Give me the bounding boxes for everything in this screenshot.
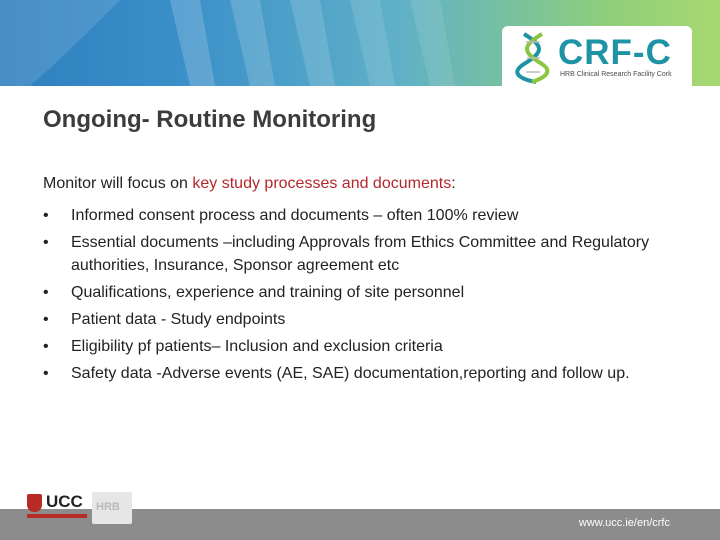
list-item xyxy=(43,335,693,358)
list-item xyxy=(43,231,693,277)
intro-suffix: : xyxy=(451,175,456,192)
ucc-logo-text: UCC xyxy=(46,492,83,511)
list-item xyxy=(43,281,693,304)
list-item-text: Informed consent process and documents – often 100% review xyxy=(71,207,519,224)
header-banner xyxy=(0,0,720,86)
ucc-logo-underline xyxy=(27,514,87,518)
bullet-marker: • xyxy=(43,338,49,355)
hrb-logo xyxy=(92,492,132,524)
list-item-text: Eligibility pf patients– Inclusion and exclusion criteria xyxy=(71,338,443,355)
intro-prefix: Monitor will focus on xyxy=(43,175,193,192)
bullet-marker: • xyxy=(43,284,49,301)
ucc-logo xyxy=(27,490,87,524)
list-item-text: Qualifications, experience and training of site personnel xyxy=(71,284,465,301)
slide-title: Ongoing- Routine Monitoring xyxy=(43,106,377,133)
crfc-logo xyxy=(502,26,692,86)
crfc-logo-subtitle: HRB Clinical Research Facility Cork xyxy=(560,71,672,78)
list-item-text: Safety data -Adverse events (AE, SAE) documentation,reporting and follow up. xyxy=(71,365,630,382)
intro-highlight: key study processes and documents xyxy=(192,175,452,192)
bullet-marker: • xyxy=(43,207,49,224)
intro-line xyxy=(43,175,456,193)
crfc-logo-text: CRF-C xyxy=(558,33,672,72)
list-item-text: Patient data - Study endpoints xyxy=(71,311,286,328)
list-item-text: Essential documents –including Approvals from Ethics Committee and Regulatory authorities, Insurance, Sponsor agreement etc xyxy=(71,234,650,274)
hrb-logo-text: HRB xyxy=(96,501,120,513)
bullet-marker: • xyxy=(43,234,49,251)
list-item xyxy=(43,308,693,331)
ucc-crest-icon xyxy=(27,494,42,512)
list-item xyxy=(43,204,693,227)
dna-helix-icon xyxy=(514,32,554,84)
footer-url: www.ucc.ie/en/crfc xyxy=(578,517,670,529)
bullet-list xyxy=(43,204,693,389)
bullet-marker: • xyxy=(43,365,49,382)
list-item xyxy=(43,362,693,385)
bullet-marker: • xyxy=(43,311,49,328)
